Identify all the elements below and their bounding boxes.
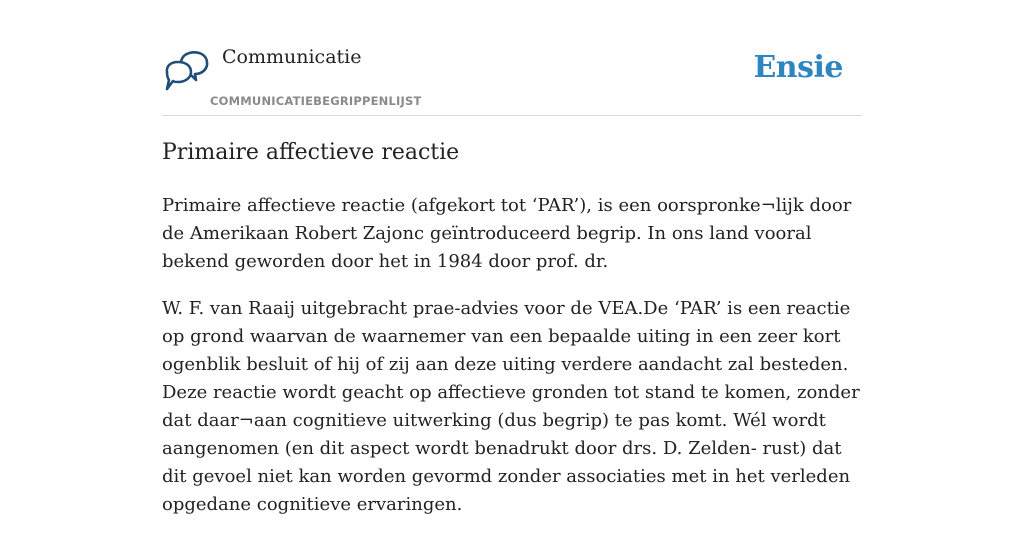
entry-paragraph: W. F. van Raaij uitgebracht prae-advies voor de VEA.De ‘PAR’ is een reactie op grond waarvan de waarnemer van een bepaalde uiting in een zeer kort ogenblik besluit of hij of zij aan deze uiting verdere aandacht zal besteden. Deze reactie wordt geacht op affectieve gronden tot stand te komen, zonder dat daar¬aan cognitieve uitwerking (dus begrip) te pas komt. Wél wordt aangenomen (en dit aspect wordt benadrukt door drs. D. Zelden- rust) dat dit gevoel niet kan worden gevormd zonder associaties met in het verleden opgedane cognitieve ervaringen.	[162, 298, 860, 515]
entry-paragraph: Primaire affectieve reactie (afgekort tot ‘PAR’), is een oorspronke¬lijk door de Amerikaan Robert Zajonc geïntroduceerd begrip. In ons land vooral bekend geworden door het in 1984 door prof. dr.	[162, 195, 852, 272]
page	[162, 0, 862, 515]
source-title[interactable]: Communicatie	[222, 46, 362, 68]
entry-content	[162, 192, 862, 538]
entry-title: Primaire affectieve reactie	[162, 140, 460, 165]
speech-bubbles-icon[interactable]	[163, 49, 211, 93]
source-subtitle[interactable]: COMMUNICATIEBEGRIPPENLIJST	[210, 94, 422, 108]
brand-logo-link[interactable]: Ensie	[753, 50, 843, 85]
header	[162, 0, 862, 116]
